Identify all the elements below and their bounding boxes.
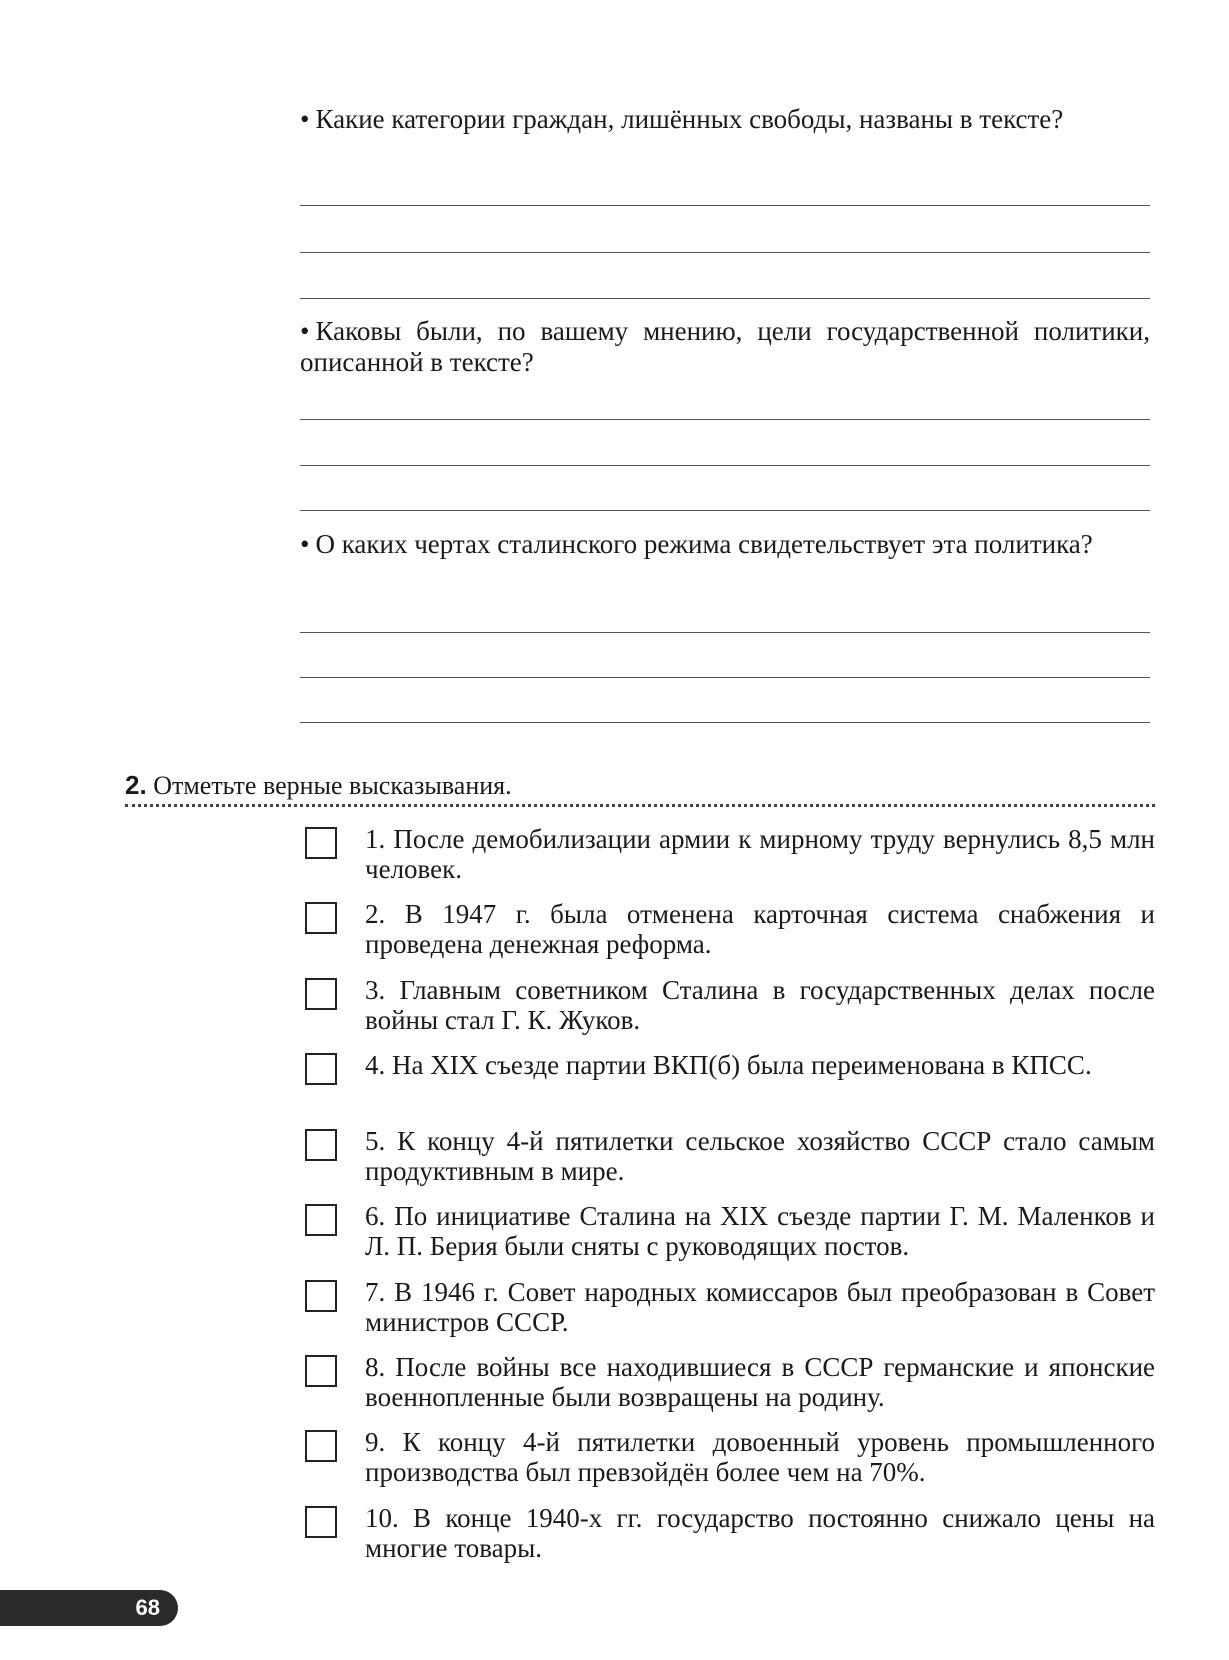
task-number: 2.: [125, 770, 147, 800]
statement-text: 7. В 1946 г. Совет народных комиссаров был преобразован в Совет министров СССР.: [365, 1277, 1155, 1337]
statement-text: 8. После войны все находившиеся в СССР германские и японские военнопленные были возвращены на родину.: [365, 1352, 1155, 1412]
checkbox[interactable]: [305, 902, 337, 934]
page-number-tab: [0, 1590, 178, 1626]
checkbox[interactable]: [305, 1204, 337, 1236]
checkbox[interactable]: [305, 978, 337, 1010]
statement-text: 2. В 1947 г. была отменена карточная система снабжения и проведена денежная реформа.: [365, 899, 1155, 959]
answer-line[interactable]: [300, 465, 1150, 466]
answer-line[interactable]: [300, 419, 1150, 420]
bullet-marker: •: [300, 316, 310, 346]
bullet-marker: •: [300, 529, 310, 559]
checkbox[interactable]: [305, 827, 337, 859]
task-instruction: Отметьте верные высказывания.: [153, 771, 512, 800]
answer-line[interactable]: [300, 510, 1150, 511]
answer-line[interactable]: [300, 632, 1150, 633]
statement-text: 3. Главным советником Сталина в государственных делах после войны стал Г. К. Жуков.: [365, 975, 1155, 1035]
question-3: [300, 529, 1150, 560]
bullet-marker: •: [300, 104, 310, 134]
answer-line[interactable]: [300, 298, 1150, 299]
statement-text: 10. В конце 1940-х гг. государство постоянно снижало цены на многие товары.: [365, 1503, 1155, 1563]
answer-line[interactable]: [300, 722, 1150, 723]
checkbox[interactable]: [305, 1506, 337, 1538]
statement-text: 4. На XIX съезде партии ВКП(б) была переименована в КПСС.: [365, 1050, 1092, 1080]
answer-line[interactable]: [300, 252, 1150, 253]
statement-text: 9. К концу 4-й пятилетки довоенный уровень промышленного производства был превзойдён более чем на 70%.: [365, 1427, 1155, 1487]
question-text: О каких чертах сталинского режима свидетельствует эта политика?: [315, 529, 1093, 559]
checkbox[interactable]: [305, 1053, 337, 1085]
checkbox[interactable]: [305, 1355, 337, 1387]
question-text: Каковы были, по вашему мнению, цели государственной политики, описанной в тексте?: [300, 316, 1150, 377]
question-text: Какие категории граждан, лишённых свободы, названы в тексте?: [315, 104, 1064, 134]
answer-line[interactable]: [300, 205, 1150, 206]
question-2: [300, 316, 1150, 378]
dotted-divider: [125, 804, 1155, 807]
statement-text: 1. После демобилизации армии к мирному труду вернулись 8,5 млн человек.: [365, 824, 1155, 884]
statement-text: 6. По инициативе Сталина на XIX съезде партии Г. М. Маленков и Л. П. Берия были сняты с руководящих постов.: [365, 1201, 1155, 1261]
task-2-heading: [125, 770, 1155, 801]
page-number: 68: [135, 1595, 160, 1620]
question-1: [300, 104, 1150, 135]
answer-line[interactable]: [300, 677, 1150, 678]
statement-text: 5. К концу 4-й пятилетки сельское хозяйство СССР стало самым продуктивным в мире.: [365, 1126, 1155, 1186]
checkbox[interactable]: [305, 1280, 337, 1312]
checkbox[interactable]: [305, 1430, 337, 1462]
checkbox[interactable]: [305, 1129, 337, 1161]
